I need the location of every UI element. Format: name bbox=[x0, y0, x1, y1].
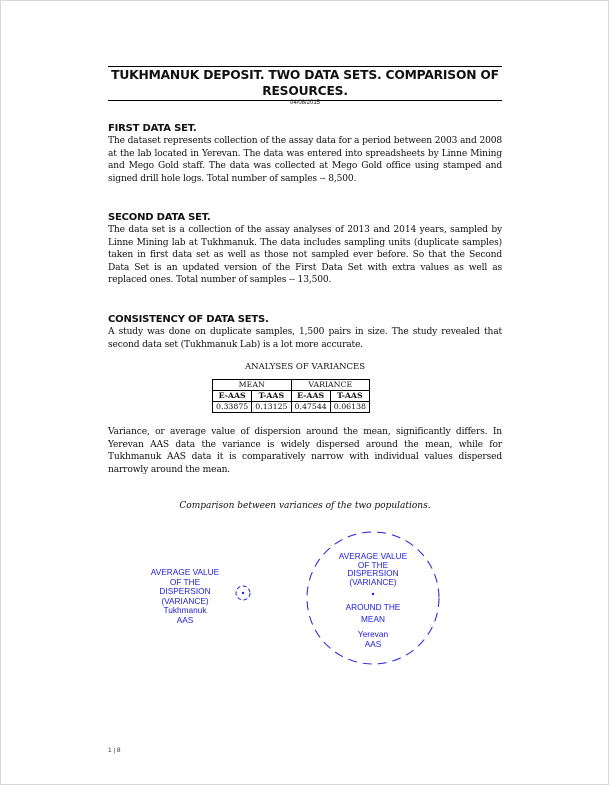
large-mean-dot bbox=[372, 593, 374, 595]
table-group-header: VARIANCE bbox=[291, 380, 370, 391]
label-line: AVERAGE VALUE bbox=[338, 551, 408, 561]
label-line: AAS bbox=[176, 614, 194, 625]
section-heading: FIRST DATA SET. bbox=[108, 123, 197, 134]
label-line: Tukhmanuk bbox=[163, 605, 207, 616]
table-column-header: T-AAS bbox=[330, 391, 369, 402]
table-column-header: E-AAS bbox=[291, 391, 330, 402]
label-line: OF THE bbox=[357, 559, 389, 570]
table-cell: 0.33875 bbox=[213, 402, 252, 413]
label-line: AVERAGE VALUE bbox=[150, 567, 220, 577]
section-body: A study was done on duplicate samples, 1,500 pairs in size. The study revealed that second data set (Tukhmanuk Lab) is a lot more accurate. bbox=[108, 327, 502, 350]
label-line: AROUND THE bbox=[345, 602, 401, 612]
document-title: TUKHMANUK DEPOSIT. TWO DATA SETS. COMPARISON OF RESOURCES. bbox=[108, 66, 502, 101]
yerevan-label-top bbox=[325, 552, 421, 586]
label-line: Yerevan bbox=[357, 629, 389, 639]
label-line: AAS bbox=[364, 638, 382, 649]
page-number: 1 | 8 bbox=[108, 747, 121, 754]
yerevan-label-bottom bbox=[325, 630, 421, 649]
table-cell: 0.47544 bbox=[291, 402, 330, 413]
label-line: DISPERSION bbox=[347, 568, 399, 579]
table-title: ANALYSES OF VARIANCES bbox=[244, 362, 366, 372]
section-body: The data set is a collection of the assay analyses of 2013 and 2014 years, sampled by Linne Mining lab at Tukhmanuk. The data includes sampling units (duplicate samples) taken in first data set as well as those not sampled ever before. So that the Second Data Set is an updated version of the First Data Set with extra values as well as replaced ones. Total number of samples -- 13,500. bbox=[108, 225, 502, 286]
table-column-header: T-AAS bbox=[252, 391, 291, 402]
label-line: MEAN bbox=[361, 614, 385, 624]
yerevan-label-mid bbox=[325, 601, 421, 625]
table-group-header: MEAN bbox=[213, 380, 292, 391]
label-line: (VARIANCE) bbox=[161, 595, 209, 606]
tukhmanuk-label bbox=[140, 568, 230, 626]
section-heading: SECOND DATA SET. bbox=[108, 212, 211, 223]
figure-caption: Comparison between variances of the two populations. bbox=[179, 501, 431, 511]
label-line: OF THE bbox=[169, 576, 201, 587]
section-body: The dataset represents collection of the assay data for a period between 2003 and 2008 at the lab located in Yerevan. The data was entered into spreadsheets by Linne Mining and Mego Gold staff. The data was collected at Mego Gold office using stamped and signed drill hole logs. Total number of samples -- 8,500. bbox=[108, 136, 502, 184]
table-cell: 0.13125 bbox=[252, 402, 291, 413]
section-heading: CONSISTENCY OF DATA SETS. bbox=[108, 314, 269, 325]
label-line: (VARIANCE) bbox=[349, 576, 397, 587]
label-line: DISPERSION bbox=[159, 586, 211, 597]
document-date: 04/08/2015 bbox=[289, 100, 321, 106]
table-cell: 0.06138 bbox=[330, 402, 369, 413]
table-column-header: E-AAS bbox=[213, 391, 252, 402]
paragraph-text: Variance, or average value of dispersion around the mean, significantly differs. In Yerevan AAS data the variance is widely dispersed around the mean, while for Tukhmanuk AAS data it is comparatively narrow with individual values dispersed narrowly around the mean. bbox=[108, 427, 502, 475]
small-mean-dot bbox=[242, 592, 244, 594]
